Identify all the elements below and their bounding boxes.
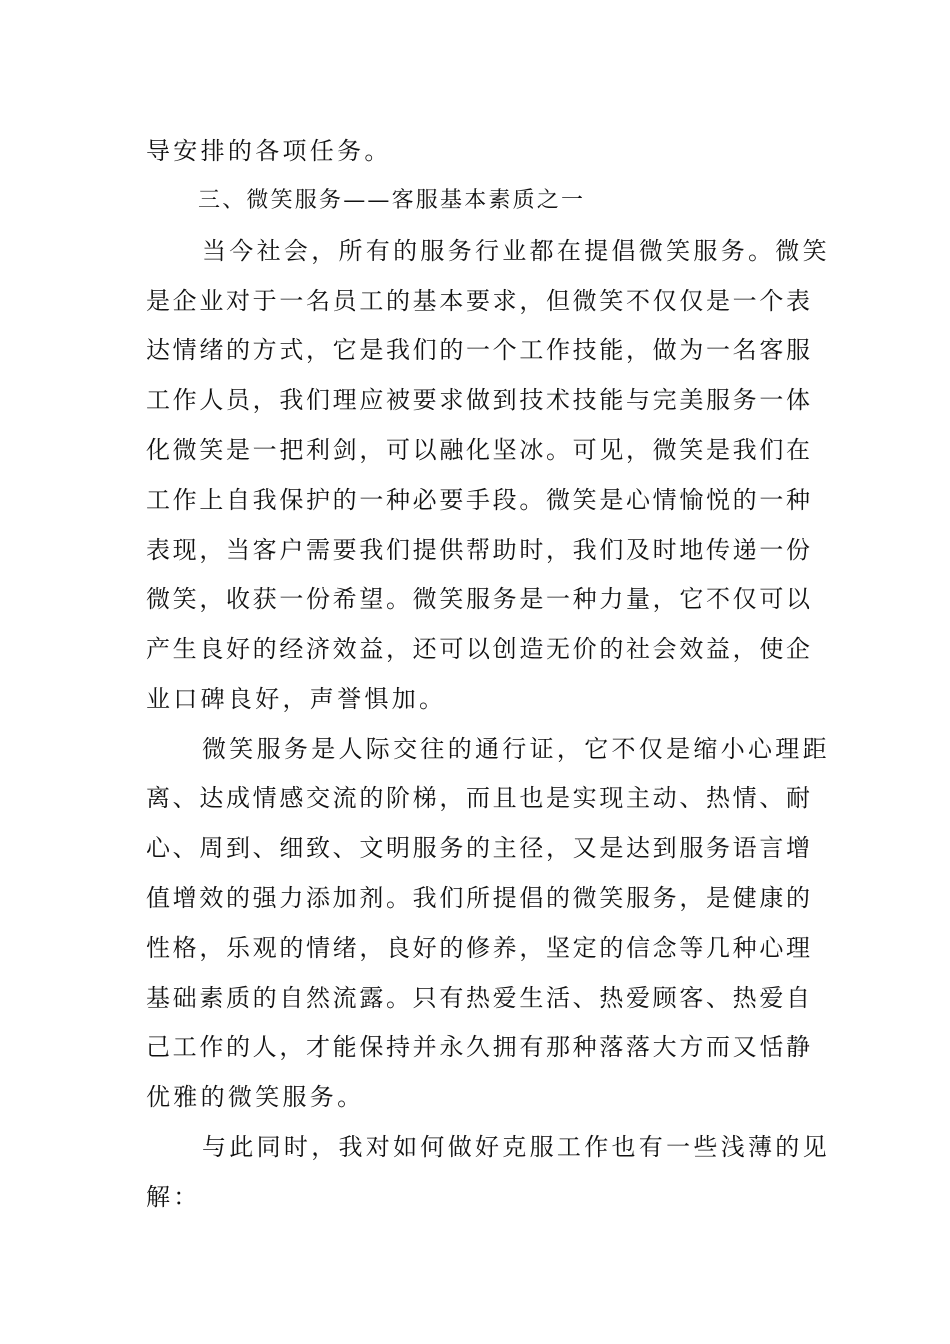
paragraph-line: 化微笑是一把利剑，可以融化坚冰。可见，微笑是我们在 — [146, 436, 810, 464]
paragraph-line: 业口碑良好，声誉惧加。 — [146, 685, 447, 713]
paragraph-line: 心、周到、细致、文明服务的主径，又是达到服务语言增 — [146, 834, 810, 862]
paragraph-line: 解： — [146, 1183, 201, 1211]
paragraph-line: 微笑，收获一份希望。微笑服务是一种力量，它不仅可以 — [146, 585, 810, 613]
paragraph-line: 工作上自我保护的一种必要手段。微笑是心情愉悦的一种 — [146, 486, 810, 514]
paragraph-line: 离、达成情感交流的阶梯，而且也是实现主动、热情、耐 — [146, 784, 810, 812]
paragraph-line: 达情绪的方式，它是我们的一个工作技能，做为一名客服 — [146, 336, 810, 364]
paragraph-line: 己工作的人，才能保持并永久拥有那种落落大方而又恬静 — [146, 1033, 810, 1061]
paragraph-line: 是企业对于一名员工的基本要求，但微笑不仅仅是一个表 — [146, 287, 810, 315]
paragraph-line: 产生良好的经济效益，还可以创造无价的社会效益，使企 — [146, 635, 810, 663]
paragraph-line: 值增效的强力添加剂。我们所提倡的微笑服务，是健康的 — [146, 884, 810, 912]
section-heading: 三、微笑服务——客服基本素质之一 — [198, 188, 586, 213]
paragraph-line: 表现，当客户需要我们提供帮助时，我们及时地传递一份 — [146, 536, 810, 564]
paragraph-line: 与此同时，我对如何做好克服工作也有一些浅薄的见 — [202, 1133, 830, 1161]
paragraph-line: 基础素质的自然流露。只有热爱生活、热爱顾客、热爱自 — [146, 984, 810, 1012]
paragraph-line: 优雅的微笑服务。 — [146, 1083, 365, 1111]
paragraph-line: 性格，乐观的情绪，良好的修养，坚定的信念等几种心理 — [146, 934, 810, 962]
paragraph-line: 工作人员，我们理应被要求做到技术技能与完美服务一体 — [146, 386, 810, 414]
paragraph-line: 导安排的各项任务。 — [146, 137, 392, 165]
paragraph-line: 当今社会，所有的服务行业都在提倡微笑服务。微笑 — [202, 237, 830, 265]
paragraph-line: 微笑服务是人际交往的通行证，它不仅是缩小心理距 — [202, 735, 830, 763]
